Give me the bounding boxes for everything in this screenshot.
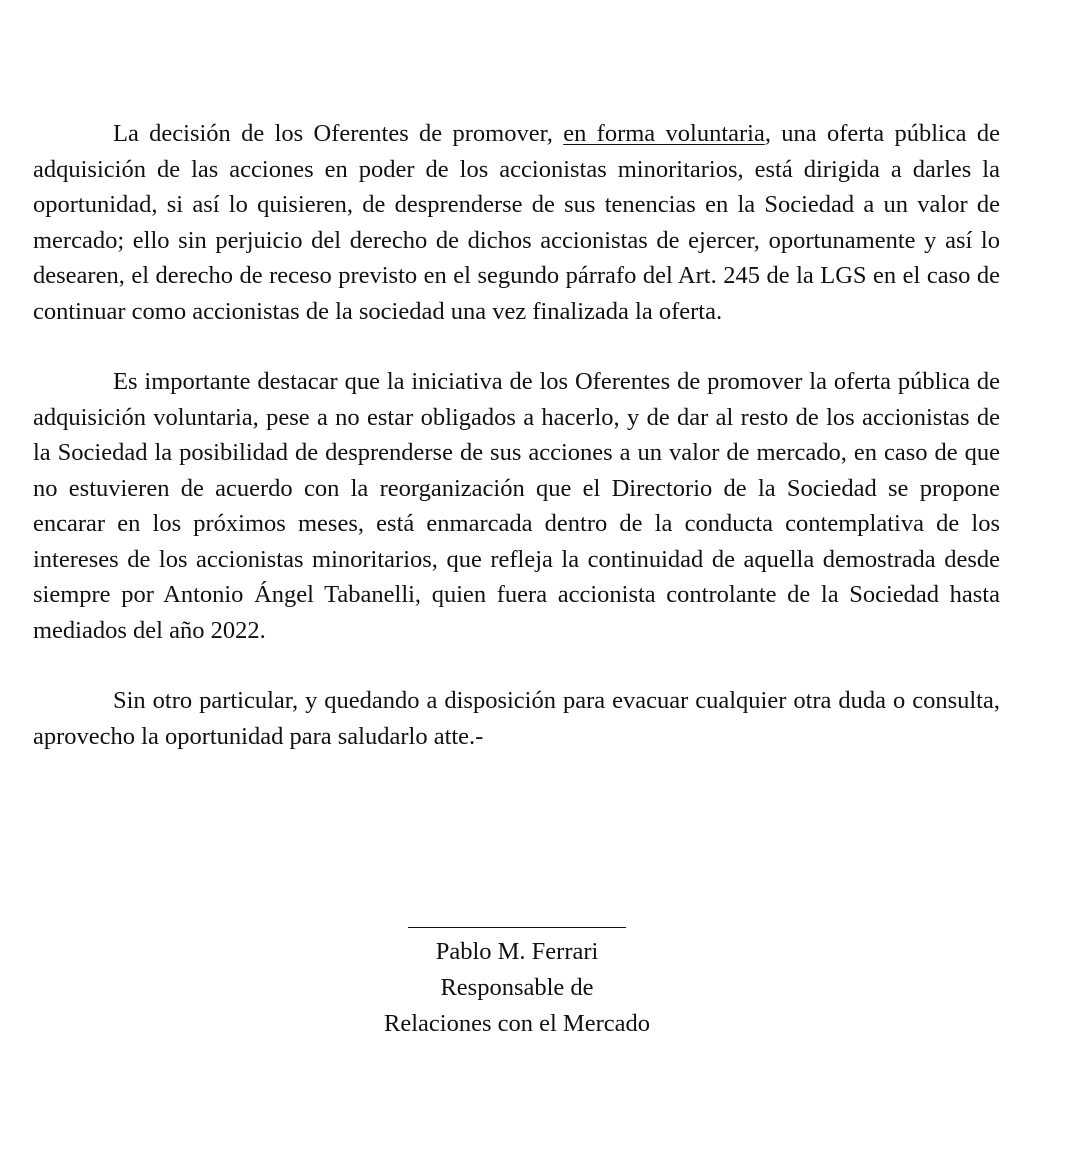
signatory-title-line-1: Responsable de <box>440 974 594 1001</box>
signature-block <box>340 927 694 1042</box>
signatory-name: Pablo M. Ferrari <box>435 938 599 965</box>
paragraph-initiative: Es importante destacar que la iniciativa de los Oferentes de promover la oferta pública de adquisición voluntaria, pese a no estar obligados a hacerlo, y de dar al resto de los accionistas de la Sociedad la posibilidad de desprenderse de sus acciones a un valor de mercado, en caso de que no estuvieren de acuerdo con la reorganización que el Directorio de la Sociedad se propone encarar en los próximos meses, está enmarcada dentro de la conducta contemplativa de los intereses de los accionistas minoritarios, que refleja la continuidad de aquella demostrada desde siempre por Antonio Ángel Tabanelli, quien fuera accionista controlante de la Sociedad hasta mediados del año 2022. <box>33 368 1000 644</box>
signatory-title-line-2: Relaciones con el Mercado <box>384 1010 650 1037</box>
underlined-voluntary-phrase: en forma voluntaria <box>563 120 765 147</box>
paragraph-closing: Sin otro particular, y quedando a disposición para evacuar cualquier otra duda o consulta, aprovecho la oportunidad para saludarlo atte.- <box>33 687 1000 750</box>
paragraph-offer-decision <box>33 116 1000 329</box>
paragraph-1-start: La decisión de los Oferentes de promover, <box>113 120 564 147</box>
letter-body <box>33 116 1000 754</box>
paragraph-1-rest: , una oferta pública de adquisición de las acciones en poder de los accionistas minoritarios, está dirigida a darles la oportunidad, si así lo quisieren, de desprenderse de sus tenencias en la Sociedad a un valor de mercado; ello sin perjuicio del derecho de dichos accionistas de ejercer, oportunamente y así lo desearen, el derecho de receso previsto en el segundo párrafo del Art. 245 de la LGS en el caso de continuar como accionistas de la sociedad una vez finalizada la oferta. <box>33 120 1001 325</box>
signature-line <box>408 927 626 928</box>
